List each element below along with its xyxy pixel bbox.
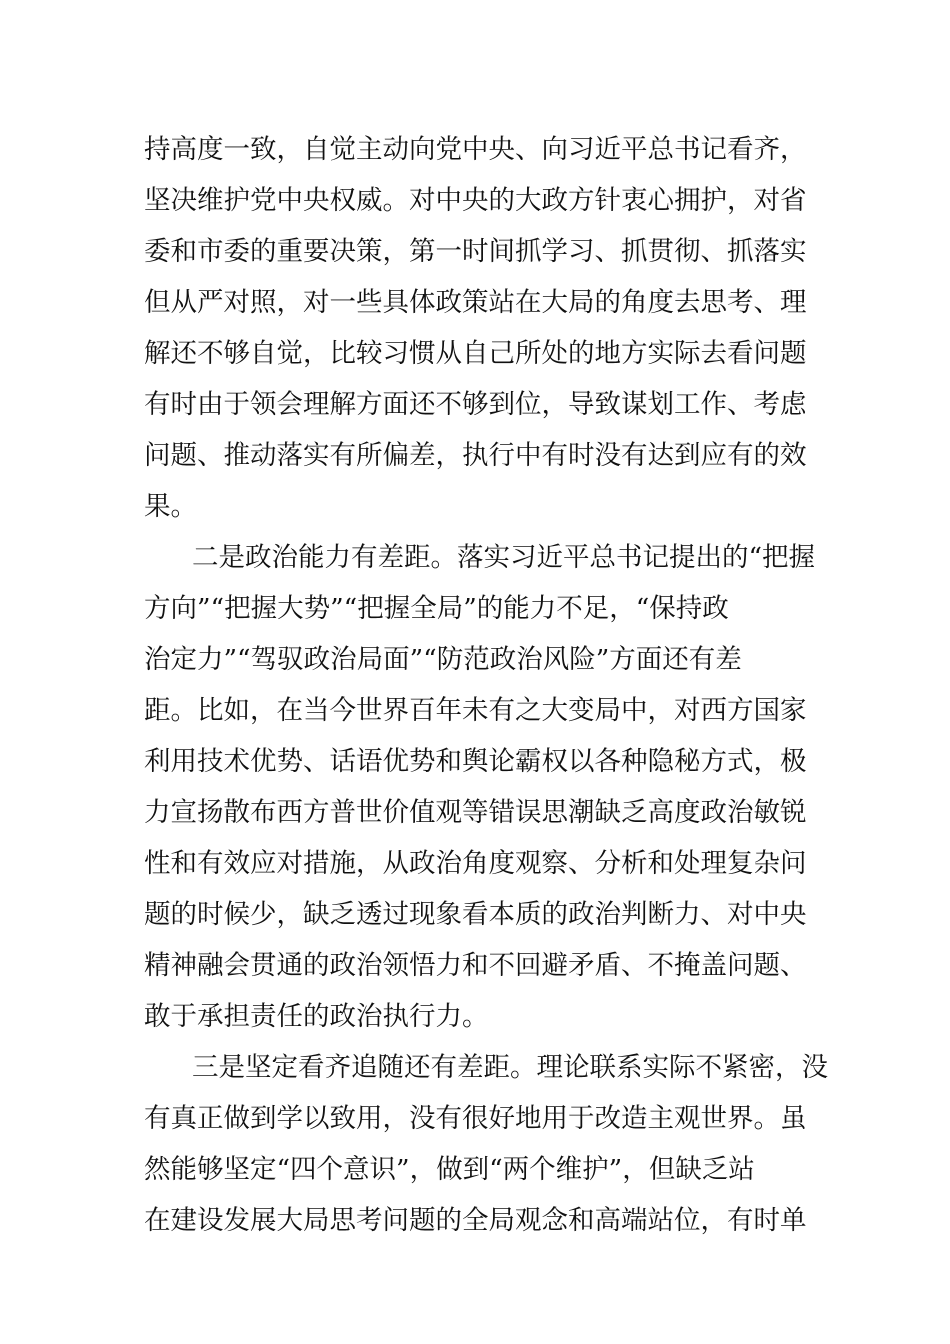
text-line: 然能够坚定“四个意识”，做到“两个维护”，但缺乏站 (144, 1154, 755, 1185)
text-line: 性和有效应对措施，从政治角度观察、分析和处理复杂问 (144, 848, 807, 879)
text-line: 解还不够自觉，比较习惯从自己所处的地方实际去看问题 (144, 338, 807, 369)
text-line: 果。 (144, 491, 197, 522)
text-line: 精神融会贯通的政治领悟力和不回避矛盾、不掩盖问题、 (144, 950, 807, 981)
text-line: 利用技术优势、话语优势和舆论霸权以各种隐秘方式，极 (144, 746, 807, 777)
text-line: 问题、推动落实有所偏差，执行中有时没有达到应有的效 (144, 440, 807, 471)
paragraph-start-line: 三是坚定看齐追随还有差距。理论联系实际不紧密，没 (192, 1052, 828, 1083)
text-line: 力宣扬散布西方普世价值观等错误思潮缺乏高度政治敏锐 (144, 797, 807, 828)
text-line: 委和市委的重要决策，第一时间抓学习、抓贯彻、抓落实 (144, 236, 807, 267)
text-line: 有真正做到学以致用，没有很好地用于改造主观世界。虽 (144, 1103, 807, 1134)
text-line: 有时由于领会理解方面还不够到位，导致谋划工作、考虑 (144, 389, 807, 420)
text-line: 但从严对照，对一些具体政策站在大局的角度去思考、理 (144, 287, 807, 318)
text-line: 坚决维护党中央权威。对中央的大政方针衷心拥护，对省 (144, 185, 807, 216)
text-line: 持高度一致，自觉主动向党中央、向习近平总书记看齐， (144, 134, 807, 165)
document-body (144, 124, 828, 1246)
text-line: 题的时候少，缺乏透过现象看本质的政治判断力、对中央 (144, 899, 807, 930)
text-line: 距。比如，在当今世界百年未有之大变局中，对西方国家 (144, 695, 807, 726)
paragraph-start-line: 二是政治能力有差距。落实习近平总书记提出的“把握 (192, 542, 816, 573)
text-line: 敢于承担责任的政治执行力。 (144, 1001, 489, 1032)
text-line: 治定力”“驾驭政治局面”“防范政治风险”方面还有差 (144, 644, 742, 675)
text-line: 方向”“把握大势”“把握全局”的能力不足，“保持政 (144, 593, 729, 624)
text-line: 在建设发展大局思考问题的全局观念和高端站位，有时单 (144, 1205, 807, 1236)
